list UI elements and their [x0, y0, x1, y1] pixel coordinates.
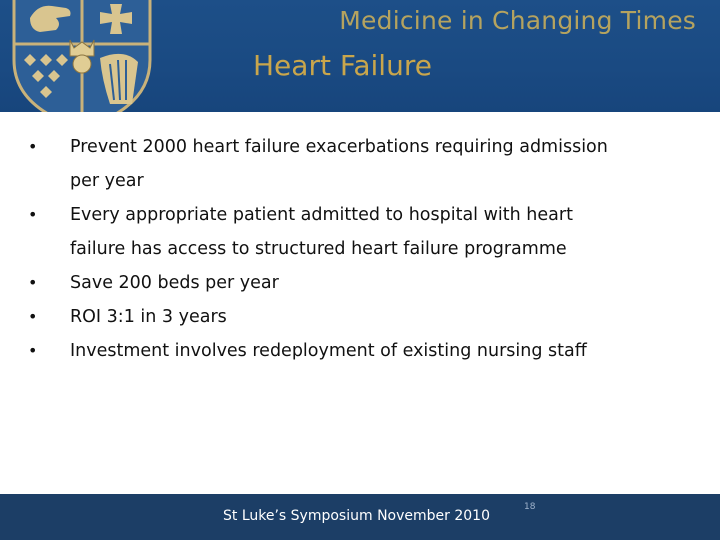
bullet-item — [26, 334, 696, 368]
bullet-icon: • — [28, 273, 38, 292]
bullet-text: per year — [70, 171, 144, 191]
bullet-icon: • — [28, 307, 38, 326]
page-number: 18 — [524, 502, 536, 512]
bullet-list — [26, 130, 696, 368]
crest-icon — [0, 0, 178, 112]
slide-header — [0, 0, 720, 112]
bullet-icon: • — [28, 137, 38, 156]
bullet-item — [26, 300, 696, 334]
bullet-item — [26, 198, 696, 266]
slide-footer — [0, 494, 720, 540]
slide-title: Heart Failure — [253, 49, 432, 82]
bullet-text: Investment involves redeployment of existing nursing staff — [70, 341, 587, 361]
bullet-icon: • — [28, 205, 38, 224]
bullet-item — [26, 266, 696, 300]
footer-text: St Luke’s Symposium November 2010 — [223, 508, 490, 524]
bullet-item — [26, 130, 696, 198]
bullet-text: ROI 3:1 in 3 years — [70, 307, 227, 327]
presentation-title: Medicine in Changing Times — [339, 6, 696, 35]
bullet-text: Prevent 2000 heart failure exacerbations requiring admission — [70, 137, 608, 157]
bullet-text: Every appropriate patient admitted to hospital with heart — [70, 205, 573, 225]
bullet-icon: • — [28, 341, 38, 360]
bullet-text: Save 200 beds per year — [70, 273, 279, 293]
bullet-text: failure has access to structured heart failure programme — [70, 239, 567, 259]
